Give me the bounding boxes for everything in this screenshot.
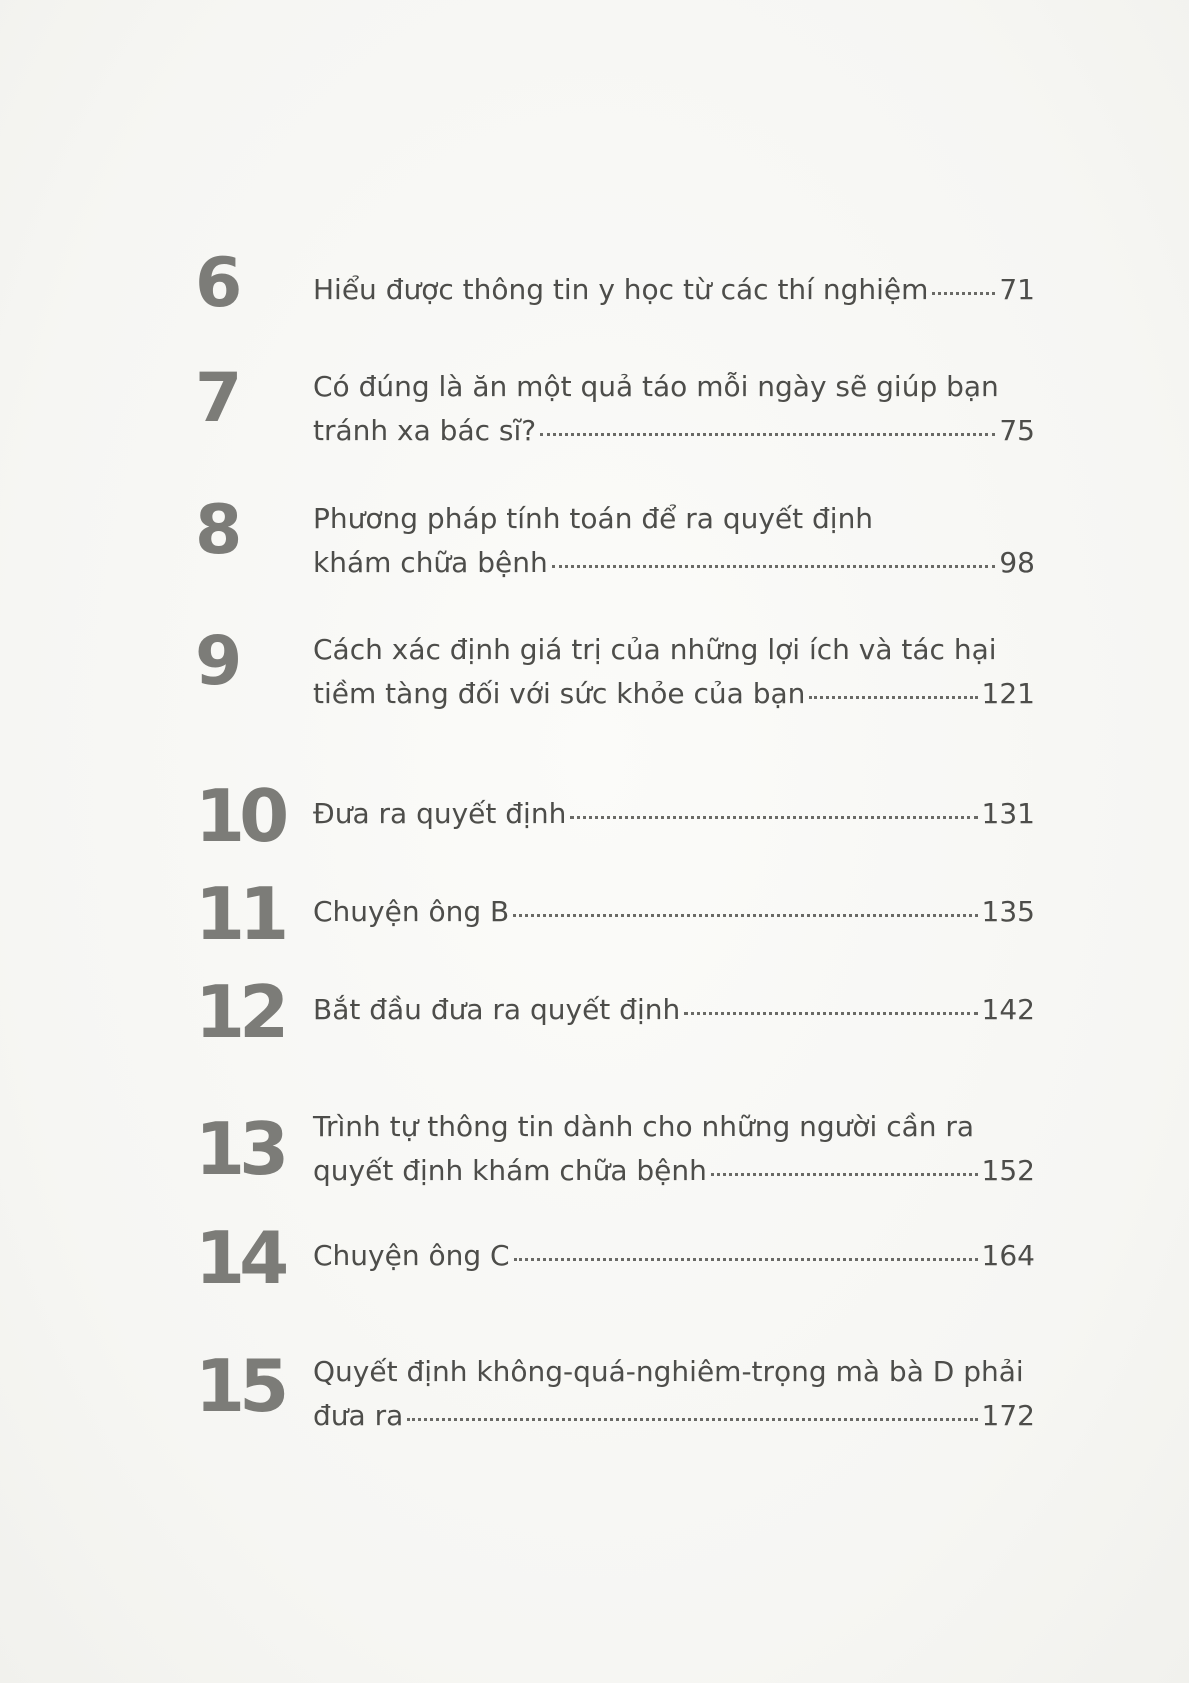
dot-leader	[540, 412, 995, 440]
chapter-title-line: Quyết định không-quá-nghiêm-trọng mà bà D phải	[313, 1355, 1024, 1388]
chapter-title: Đưa ra quyết định	[313, 797, 567, 830]
page-number: 142	[981, 993, 1035, 1026]
page-number: 131	[981, 797, 1035, 830]
dot-leader	[932, 271, 995, 299]
chapter-title-line	[313, 409, 1035, 453]
dot-leader	[570, 795, 977, 823]
chapter-title: tiềm tàng đối với sức khỏe của bạn	[313, 677, 806, 710]
chapter-title-line	[313, 672, 1035, 716]
chapter-number: 11	[195, 872, 284, 956]
chapter-title-line: Cách xác định giá trị của những lợi ích và tác hại	[313, 633, 997, 666]
chapter-title: khám chữa bệnh	[313, 546, 548, 579]
chapter-title: Bắt đầu đưa ra quyết định	[313, 993, 681, 1026]
page-number: 71	[999, 273, 1035, 306]
page-number: 98	[999, 546, 1035, 579]
chapter-title-line: Có đúng là ăn một quả táo mỗi ngày sẽ giúp bạn	[313, 370, 999, 403]
chapter-title: Chuyện ông C	[313, 1239, 510, 1272]
chapter-title-line	[313, 890, 1035, 934]
chapter-title: quyết định khám chữa bệnh	[313, 1154, 707, 1187]
chapter-number: 6	[195, 244, 239, 323]
chapter-title-line	[313, 1149, 1035, 1193]
dot-leader	[552, 544, 996, 572]
page-number: 75	[999, 414, 1035, 447]
chapter-number: 8	[195, 491, 239, 570]
dot-leader	[711, 1152, 978, 1180]
chapter-title-line	[313, 792, 1035, 836]
chapter-number: 9	[195, 622, 239, 701]
chapter-title-line	[313, 1234, 1035, 1278]
chapter-title-line: Trình tự thông tin dành cho những người cần ra	[313, 1110, 975, 1143]
chapter-title: đưa ra	[313, 1399, 404, 1432]
dot-leader	[514, 1237, 978, 1265]
page-number: 135	[981, 895, 1035, 928]
chapter-title-line	[313, 541, 1035, 585]
chapter-number: 7	[195, 359, 239, 438]
chapter-title-line	[313, 1394, 1035, 1438]
chapter-number: 12	[195, 970, 284, 1054]
page-number: 121	[981, 677, 1035, 710]
chapter-title: tránh xa bác sĩ?	[313, 414, 537, 447]
chapter-number: 14	[195, 1216, 284, 1300]
chapter-number: 13	[195, 1107, 284, 1191]
page-number: 172	[981, 1399, 1035, 1432]
dot-leader	[684, 991, 977, 1019]
page-number: 152	[981, 1154, 1035, 1187]
chapter-title-line: Phương pháp tính toán để ra quyết định	[313, 502, 874, 535]
chapter-number: 15	[195, 1344, 284, 1428]
chapter-title-line	[313, 268, 1035, 312]
chapter-number: 10	[195, 774, 284, 858]
chapter-title: Chuyện ông B	[313, 895, 510, 928]
page-number: 164	[981, 1239, 1035, 1272]
chapter-title: Hiểu được thông tin y học từ các thí nghiệm	[313, 273, 929, 306]
dot-leader	[407, 1397, 977, 1425]
dot-leader	[513, 893, 977, 921]
chapter-title-line	[313, 988, 1035, 1032]
dot-leader	[809, 675, 977, 703]
